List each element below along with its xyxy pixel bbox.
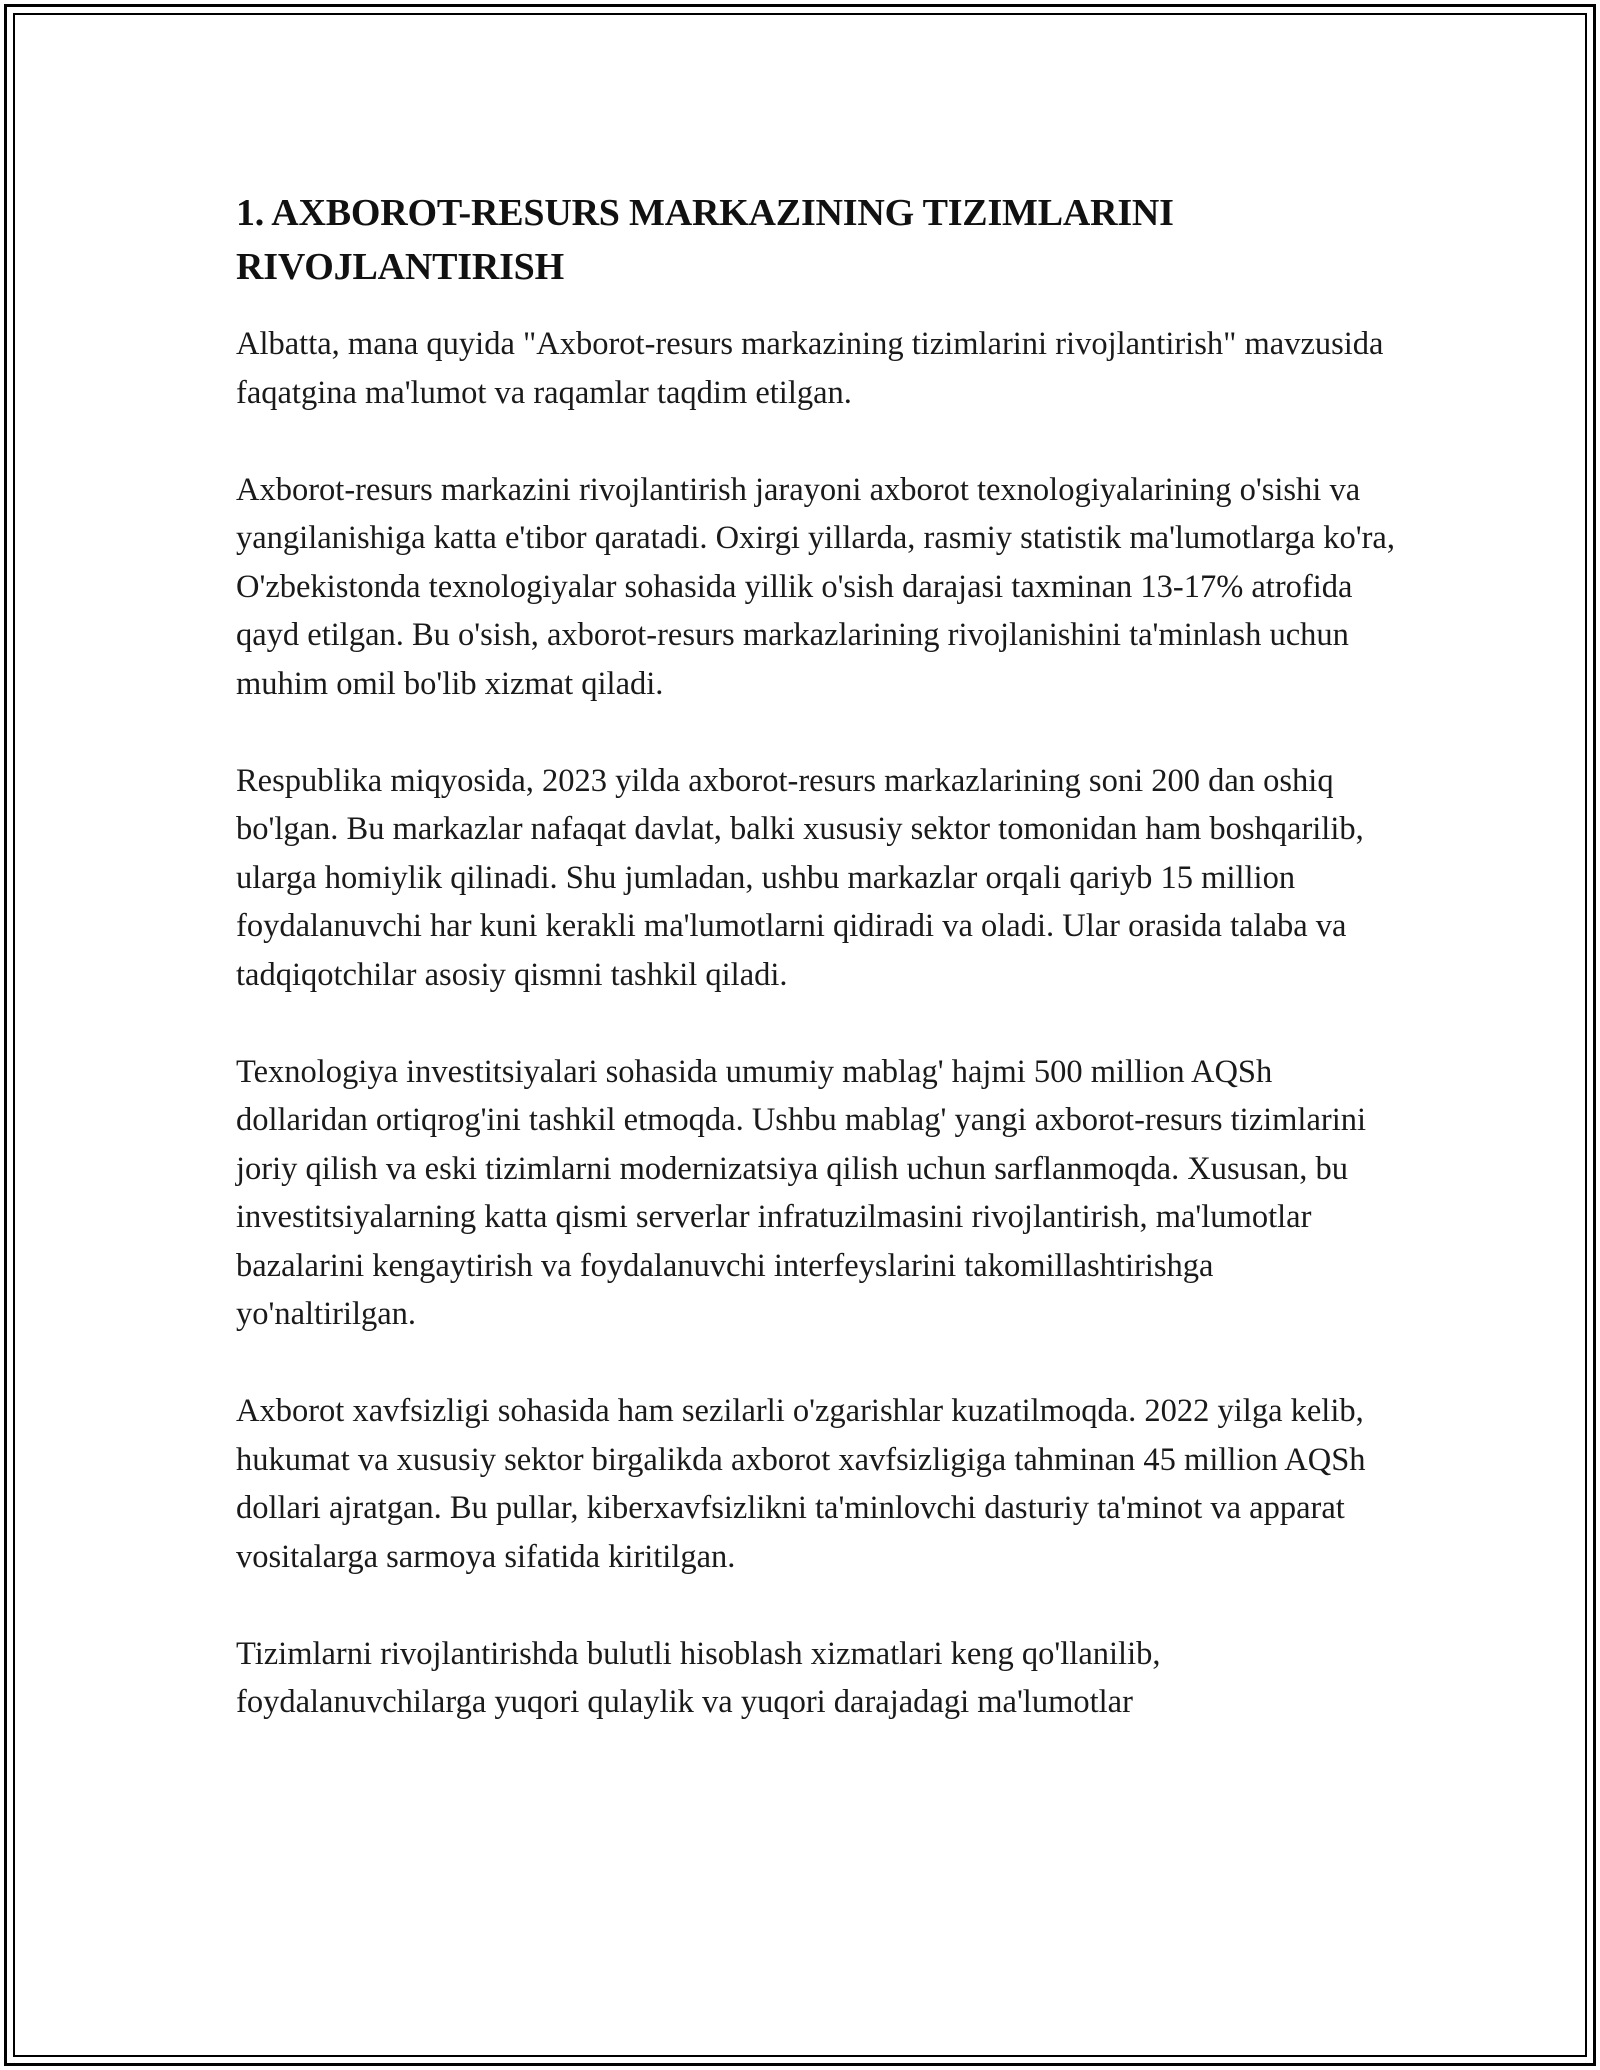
section-title: 1. AXBOROT-RESURS MARKAZINING TIZIMLARINI RIVOJLANTIRISH	[236, 192, 1174, 288]
paragraph-intro: Albatta, mana quyida "Axborot-resurs markazining tizimlarini rivojlantirish" mavzusida faqatgina ma'lumot va raqamlar taqdim etilgan.	[236, 326, 1384, 411]
paragraph-growth: Axborot-resurs markazini rivojlantirish jarayoni axborot texnologiyalarining o'sishi va yangilanishiga katta e'tibor qaratadi. Oxirgi yillarda, rasmiy statistik ma'lumotlarga ko'ra, O'zbekistonda texnologiyalar sohasida yillik o'sish darajasi taxminan 13-17% atrofida qayd etilgan. Bu o'sish, axborot-resurs markazlarining rivojlanishini ta'minlash uchun muhim omil bo'lib xizmat qiladi.	[236, 471, 1395, 702]
paragraph-cloud: Tizimlarni rivojlantirishda bulutli hisoblash xizmatlari keng qo'llanilib, foydalanuvchilarga yuqori qulaylik va yuqori darajadagi ma'lumotlar	[236, 1635, 1161, 1720]
paragraph-centers: Respublika miqyosida, 2023 yilda axborot-resurs markazlarining soni 200 dan oshiq bo'lgan. Bu markazlar nafaqat davlat, balki xususiy sektor tomonidan ham boshqarilib, ularga homiylik qilinadi. Shu jumladan, ushbu markazlar orqali qariyb 15 million foydalanuvchi har kuni kerakli ma'lumotlarni qidiradi va oladi. Ular orasida talaba va tadqiqotchilar asosiy qismni tashkil qiladi.	[236, 762, 1364, 993]
paragraph-security: Axborot xavfsizligi sohasida ham sezilarli o'zgarishlar kuzatilmoqda. 2022 yilga kelib, hukumat va xususiy sektor birgalikda axborot xavfsizligiga tahminan 45 million AQSh dollari ajratgan. Bu pullar, kiberxavfsizlikni ta'minlovchi dasturiy ta'minot va apparat vositalarga sarmoya sifatida kiritilgan.	[236, 1393, 1366, 1575]
document-body	[236, 186, 1396, 1727]
paragraph-investments: Texnologiya investitsiyalari sohasida umumiy mablag' hajmi 500 million AQSh dollaridan ortiqrog'ini tashkil etmoqda. Ushbu mablag' yangi axborot-resurs tizimlarini joriy qilish va eski tizimlarni modernizatsiya qilish uchun sarflanmoqda. Xususan, bu investitsiyalarning katta qismi serverlar infratuzilmasini rivojlantirish, ma'lumotlar bazalarini kengaytirish va foydalanuvchi interfeyslarini takomillashtirishga yo'naltirilgan.	[236, 1053, 1367, 1332]
